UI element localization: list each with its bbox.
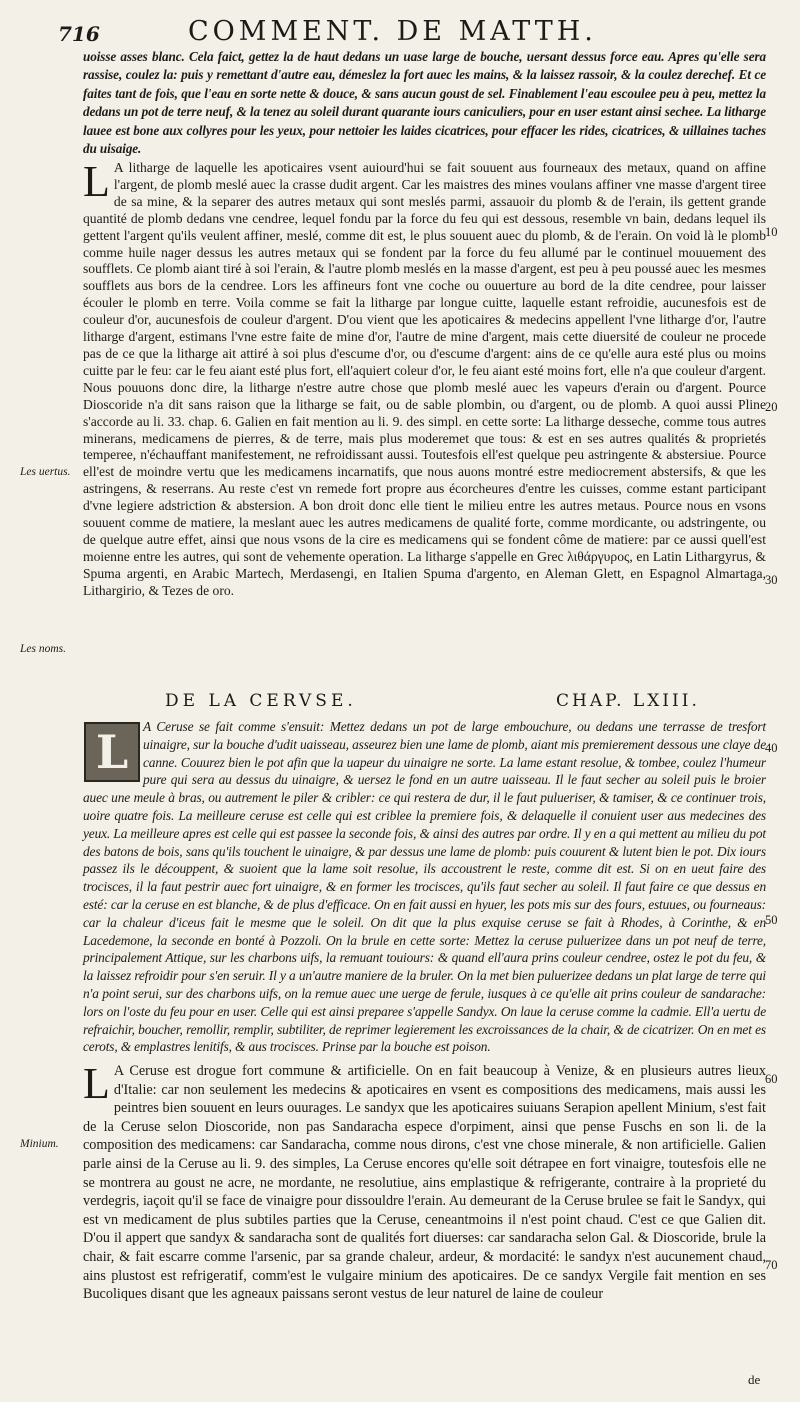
- catchword: de: [748, 1372, 761, 1387]
- litharge-paragraph: [83, 157, 766, 600]
- initial-spacer: [83, 718, 143, 776]
- cerusse-recipe-paragraph: [83, 718, 766, 1056]
- line-number: 30: [765, 573, 778, 587]
- chapter-title: DE LA CERVSE.: [165, 691, 357, 711]
- intro-paragraph: [83, 48, 766, 158]
- running-title: COMMENT. DE MATTH.: [188, 16, 597, 47]
- line-number: 20: [765, 400, 778, 414]
- margin-note-noms: Les noms.: [20, 643, 67, 655]
- chapter-heading: [0, 691, 800, 715]
- litharge-text: A litharge de laquelle les apoticaires vsent auiourd'hui se fait souuent aus fourneaux des metaux, quand on affine l'argent, de plomb meslé auec la crasse dudit argent. Car les maistres des mines voulans affiner vne masse d'argent tiree de sa mine, & la separer des autres metaux qui sont meslés parmi, assauoir du plomb & de l'erain, ils gettent grande quantité de plomb dedans vne cendree, lequel fondu par la force du feu qui est dessous, resemble vn bain, dedans lequel ils gettent l'argent qu'ils veulent affiner, meslé, comme dit est, le plus souuent auec du plomb, & de l'erain. On void là le plomb comme huile nager dessus les autres metaux qui se fondent par la force du feu allumé par le continuel mouuement des soufflets. Ce plomb aiant tiré à soi l'erain, & l'autre plomb meslés en la masse d'argent, est peu à peu poussé auec les mesmes soufflets aus bors de la cendree. Lors les affineurs font vne coche ou ouuerture au bord de la dite cendree, pour laisser écouler le plomb en terre. Voila comme se fait la litharge par longue cuitte, laquelle estant refroidie, aucunesfois est de couleur d'or, aucunesfois de couleur d'argent. D'ou vient que les apoticaires & medecins appellent l'vne litharge d'or, l'autre litharge d'argent, estimans l'vne estre faite de mine d'or, l'autre de mine d'argent, mais cette diuersité de couleur ne procede pas de ce que la litharge ait attiré à soi plus d'escume d'or, ou d'escume d'argent: ains de ce qu'elle aura esté plus ou moins cuitte par le feu: car le feu aiant esté plus fort, ell'aquiert coleur d'or, le feu aiant esté moins fort, elle n'a que couleur d'argent. Nous pouuons donc dire, la litharge n'estre autre chose que plomb meslé auec les vapeurs d'erain ou d'argent. Pource Dioscoride n'a dit sans raison que la litharge se fait, ou de sable plombin, ou d'argent, ou de plomb. A quoi aussi Pline s'accorde au li. 33. chap. 6. Galien en fait mention au li. 9. des simpl. en cette sorte: La litharge desseche, comme tous autres minerans, medicamens de pierres, & de terre, mais plus moderemet que tous: & est en ses autres qualités & proprietés temperee, n'échauffant manifestement, ne refroidissant aussi. Toutesfois ell'est quelque peu astringente & abstersiue. Pource ell'est de moindre vertu que les medicamens incarnatifs, que nous auons montré estre mediocrement abstersifs, & que les astringens, & reserrans. Au reste c'est vn remede fort propre aus écorcheures d'entre les cuisses, comme estant participant d'vne legiere adstriction & abstersion. A bon droit donc elle tient le milieu entre les autres metaus. Pource nous en vsons souuent comme de matiere, la meslant auec les autres medicamens de qualité forte, comme mordicante, ou adstringente, ou de quelque autre effet, ainsi que nous vsons de la cire es medicamens qui se fondent côme de matiere: par ce aussi quell'est moienne entre les autres, qui sont de vehemente operation. La litharge s'appelle en Grec λιθάργυρος, en Latin Lithargyrus, & Spuma argenti, en Arabic Martech, Merdasengi, en Italien Spuma d'argento, en Aleman Glett, en Espagnol Almartaga, Lithargirio, & Tezes de oro.: [83, 160, 766, 598]
- cerusse-recipe-text: A Ceruse se fait comme s'ensuit: Mettez dedans un pot de large embouchure, ou dedans une terrasse de tresfort uinaigre, sur la bouche d'udit uaisseau, asseurez bien une lame de plomb, aiant mis premierement dessous une claye de canne. Couurez bien le pot afin que la uapeur du uinaigre ne sorte. La lame estant resolue, & tombee, coulez l'humeur pure qui sera au dessus du uinaigre, & uersez le fond en un autre uaisseau. Il le faut secher au soleil puis le broier auec une meule à bras, ou autrement le piler & cribler: ce qui restera de dur, il le faut pulueriser, & tamiser, & ce continuer trois, uoire quatre fois. La meilleure ceruse est celle qui est criblee la premiere fois, & delaquelle il conuient user aus medecines des yeux. La meilleure apres est celle qui est passee la seconde fois, & ainsi des autres par ordre. Il y en a qui mettent au milieu du pot des batons de bois, sans qu'ils touchent le uinaigre, & par dessus une lame de plomb: puis couurent & lutent bien le pot. Dix iours passez ils le découppent, & suoient que la lame soit resolue, ils accoustrent le reste, comme dit est. Si on en ueut faire des trocisces, il la faut pestrir auec fort uinaigre, & en former les trocisces, qu'ils faut secher au soleil. Il faut faire ce que dessus en esté: car la ceruse en est blanche, & de plus d'efficace. On en fait aussi en hyuer, les pots mis sur des fours, estuues, ou fourneaus: car la chaleur d'iceus fait le mesme que le soleil. On dit que la plus exquise ceruse se fait à Rhodes, à Corinthe, & en Lacedemone, la seconde en bonté à Pozzoli. On la brule en cette sorte: Mettez la ceruse puluerizee dans un pot neuf de terre, principalement Attique, sur les charbons uifs, la remuant touiours: & quand ell'aura prins couleur cendree, ostez le pot du feu, & la laissez refroidir pour s'en seruir. Il y a un'autre maniere de la bruler. On la met bien puluerizee dedans un plat large de terre qui n'a point serui, sur des charbons uifs, on la remue auec une uerge de ferule, iusques à ce qu'elle ait prins couleur de sandarache: lors on l'oste du feu pour en user. Celle qui est ainsi preparee s'appelle Sandyx. On laue la ceruse comme la cadmie. Ell'a uertu de refraichir, boucher, remollir, remplir, subtiliter, de reprimer legierement les excroissances de la chair, & de cicatrizer. On en met es cerots, & emplastres lenitifs, & aus trocisces. Prinse par la bouche est poison.: [83, 719, 766, 1055]
- line-number: 70: [765, 1258, 778, 1272]
- ornate-initial-glyph: L: [95, 725, 129, 779]
- intro-text: uoisse asses blanc. Cela faict, gettez la de haut dedans un uase large de bouche, uersant dessus force eau. Apres qu'elle sera rassise, coulez la: puis y remettant d'autre eau, démeslez la fort auec les mains, & la laissez rassoir, & la coulez derechef. Et ce faites tant de fois, que l'eau en sorte nette & douce, & sans aucun goust de sel. Finablement l'eau escoulee peu à peu, mettez la dedans un pot de terre neuf, & la tenez au soleil durant quarante iours caniculiers, pour en user estant ainsi sechee. La litharge lauee est bone aux collyres pour les yeux, pour nettoier les laides cicatrices, pour effacer les rides, cicatrices, & uillaines taches du uisaige.: [83, 49, 766, 157]
- commentary-text: A Ceruse est drogue fort commune & artificielle. On en fait beaucoup à Venize, & en plusieurs autres lieux d'Italie: car non seulement les medecins & apoticaires en vsent es compositions des medicamens, mais aussi les peintres bien souuent en leurs ouurages. Le sandyx que les apoticaires suiuans Serapion apellent Minium, s'est fait de la Ceruse selon Dioscoride, non pas Sandaracha espece d'orpiment, ainsi que pense Fuschs en son li. de la composition des medicamens: car Sandaracha, comme nous dirons, c'est vne chose minerale, & non artificielle. Galien parle ainsi de la Ceruse au li. 9. des simples, La Ceruse encores qu'elle soit détrapee en fort vinaigre, toutesfois elle ne se montrera au goust ne acre, ne mordante, ne resolutiue, ains emplastique & refrigerante, contraire à la proprieté du verdegris, iaçoit qu'il se face de vinaigre pour dissouldre l'erain. Au demeurant de la Ceruse brulee se fait le Sandyx, qui est vn medicament de plus subtiles parties que la Ceruse, ceneantmoins il n'est point chaud. C'est ce que Galien dit. D'ou il appert que sandyx & sandaracha sont de qualités fort diuerses: car sandaracha selon Gal. & Dioscoride, brule la chair, & fait escarre comme l'arsenic, par sa grande chaleur, ardeur, & mordacité: le sandyx n'est aucunement chaud, ains plustost est refrigeratif, comm'est le vulgaire minium des apoticaires. De ce sandyx Vergile fait mention en ses Bucoliques disant que les agneaux paissans seront vestus de leur naturel de laine de couleur: [83, 1063, 766, 1303]
- page-number: 716: [58, 22, 100, 46]
- drop-cap-initial: L: [83, 1059, 110, 1108]
- page-header: [0, 14, 800, 48]
- line-number: 10: [765, 225, 778, 239]
- drop-cap-initial: L: [83, 157, 110, 206]
- line-number: 60: [765, 1072, 778, 1086]
- commentary-paragraph: [83, 1059, 766, 1304]
- margin-note-minium: Minium.: [20, 1138, 59, 1150]
- line-number: 40: [765, 741, 778, 755]
- margin-note-vertus: Les uertus.: [20, 466, 71, 478]
- line-number: 50: [765, 913, 778, 927]
- chapter-number: CHAP. LXIII.: [556, 691, 700, 711]
